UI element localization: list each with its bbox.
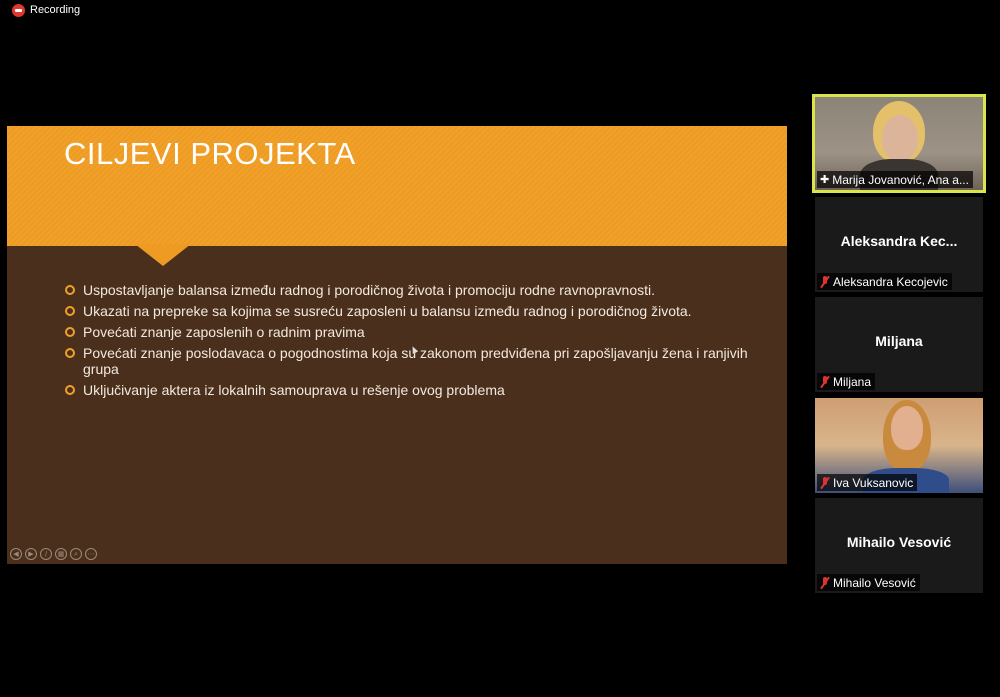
participant-name-tag [817,574,920,591]
slide-bullet [65,324,755,340]
bullet-circle-icon [65,327,75,337]
recording-label: Recording [30,4,81,16]
participant-name: Marija Jovanović, Ana a... [832,172,969,187]
pin-icon: ✚ [820,174,830,186]
participant-name-tag [817,273,952,290]
more-icon[interactable]: ⋯ [85,548,97,560]
bullet-circle-icon [65,306,75,316]
mic-muted-icon [820,376,830,388]
participant-display-name: Miljana [875,333,923,349]
participant-name: Miljana [833,374,872,389]
slide-bullet-text: Uspostavljanje balansa između radnog i porodičnog života i promociju rodne ravnopravnosti. [83,282,655,298]
slide-bullet [65,382,755,398]
slides-icon[interactable]: ▦ [55,548,67,560]
previous-icon[interactable]: ◀ [10,548,22,560]
participant-name: Aleksandra Kecojevic [833,274,948,289]
participant-name-tag [817,171,973,188]
participant-tile[interactable] [812,94,986,193]
slideshow-controls [10,548,97,560]
bullet-circle-icon [65,285,75,295]
mic-muted-icon [820,577,830,589]
slide-bullet [65,303,755,319]
participant-tile[interactable] [815,498,983,593]
pen-icon[interactable]: ∕ [40,548,52,560]
slide-bullet-text: Povećati znanje poslodavaca o pogodnostima koja su zakonom predviđena pri zapošljavanju žena i ranjivih grupa [83,345,748,377]
mic-muted-icon [820,477,830,489]
participant-name: Iva Vuksanovic [833,475,914,490]
slide-bullet-text: Uključivanje aktera iz lokalnih samouprava u rešenje ovog problema [83,382,505,398]
zoom-icon[interactable]: ⌕ [70,548,82,560]
participant-tile[interactable] [815,197,983,292]
participant-display-name: Aleksandra Kec... [840,233,958,249]
slide-bullet-text: Povećati znanje zaposlenih o radnim pravima [83,324,365,340]
participant-tile[interactable] [815,297,983,392]
slide-header [7,126,787,246]
participant-name: Mihailo Vesović [833,575,916,590]
slide-bullet-list [65,282,755,403]
recording-indicator[interactable] [12,2,80,18]
recording-icon [12,4,25,17]
participant-name-tag [817,373,875,390]
participant-name-tag [817,474,917,491]
mic-muted-icon [820,276,830,288]
slide-bullet-text: Ukazati na prepreke sa kojima se susreću zaposleni u balansu između radnog i porodičnog života. [83,303,692,319]
participant-tile[interactable] [815,398,983,493]
participant-display-name: Mihailo Vesović [846,534,952,550]
slide-title: CILJEVI PROJEKTA [64,136,356,171]
shared-slide [7,126,787,564]
slide-header-notch [135,244,191,266]
next-icon[interactable]: ▶ [25,548,37,560]
bullet-circle-icon [65,348,75,358]
bullet-circle-icon [65,385,75,395]
slide-bullet [65,282,755,298]
